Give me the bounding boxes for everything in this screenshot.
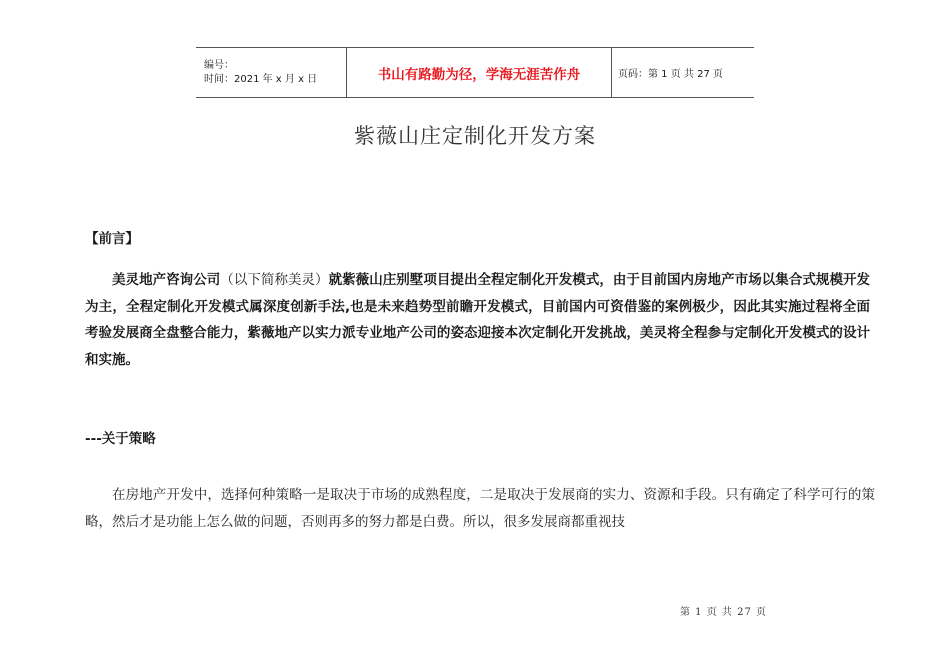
- intro-bold-start: 美灵地产咨询公司: [112, 272, 221, 288]
- intro-paren: （以下简称美灵）: [220, 272, 329, 288]
- motto-text: 书山有路勤为径，学海无涯苦作舟: [377, 66, 581, 83]
- section-heading: 【前言】: [85, 231, 139, 247]
- intro-bold-rest: 就紫薇山庄别墅项目提出全程定制化开发模式，由于目前国内房地产市场以集合式规模开发为主，全程定制化开发模式属深度创新手法,也是未来趋势型前瞻开发模式，目前国内可资借鉴的案例极少，因此其实施过程将全面考验发展商全盘整合能力，紫薇地产以实力派专业地产公司的姿态迎接本次定制化开发挑战，美灵将全程参与定制化开发模式的设计和实施。: [85, 272, 871, 369]
- header-page-cell: [612, 48, 754, 97]
- strategy-paragraph: 在房地产开发中，选择何种策略一是取决于市场的成熟程度，二是取决于发展商的实力、资源和手段。只有确定了科学可行的策略，然后才是功能上怎么做的问题，否则再多的努力都是白费。所以，很多发展商都重视技: [85, 487, 875, 530]
- code-label: 编号：: [204, 59, 234, 71]
- header-motto-cell: [347, 48, 612, 97]
- time-label: 时间：2021 年 x 月 x 日: [204, 73, 318, 85]
- header-table: [196, 47, 754, 98]
- intro-paragraph: [85, 267, 870, 374]
- footer-page-number: 第 1 页 共 27 页: [680, 607, 767, 618]
- document-title: 紫薇山庄定制化开发方案: [354, 124, 596, 148]
- header-meta-cell: [196, 48, 347, 97]
- sub-heading: ---关于策略: [85, 431, 156, 447]
- page-info: 页码：第 1 页 共 27 页: [618, 69, 723, 80]
